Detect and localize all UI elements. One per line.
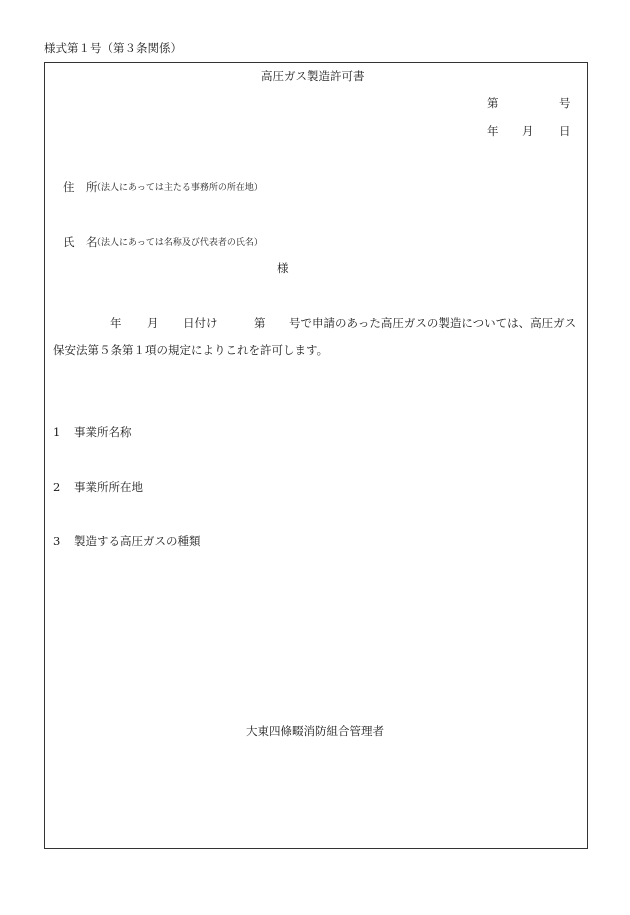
body-dated: 日付け <box>183 316 218 330</box>
issue-date-year: 年 <box>487 124 499 138</box>
name-note: （法人にあっては名称及び代表者の氏名） <box>92 238 263 248</box>
body-line1-rest: 号で申請のあった高圧ガスの製造については、高圧ガス <box>289 316 577 330</box>
address-note: （法人にあっては主たる事務所の所在地） <box>92 183 263 193</box>
item-number: 1 <box>53 425 61 439</box>
permit-number-suffix: 号 <box>559 96 571 110</box>
permit-number-prefix: 第 <box>487 96 499 110</box>
body-month: 月 <box>147 316 159 330</box>
address-label: 住 所 <box>63 180 98 194</box>
item-label: 事業所所在地 <box>74 480 143 494</box>
form-number: 様式第１号（第３条関係） <box>44 41 182 55</box>
issue-date-day: 日 <box>559 124 571 138</box>
name-honorific: 様 <box>277 261 289 275</box>
issuer-name: 大東四條畷消防組合管理者 <box>246 724 384 738</box>
body-line2: 保安法第５条第１項の規定によりこれを許可します。 <box>53 343 329 357</box>
body-year: 年 <box>110 316 122 330</box>
item-label: 製造する高圧ガスの種類 <box>74 534 201 548</box>
document-title: 高圧ガス製造許可書 <box>261 69 365 83</box>
item-number: 3 <box>53 534 61 548</box>
item-number: 2 <box>53 480 61 494</box>
issue-date-month: 月 <box>522 124 534 138</box>
body-number-prefix: 第 <box>254 316 266 330</box>
item-label: 事業所名称 <box>74 425 132 439</box>
name-label: 氏 名 <box>63 235 98 249</box>
